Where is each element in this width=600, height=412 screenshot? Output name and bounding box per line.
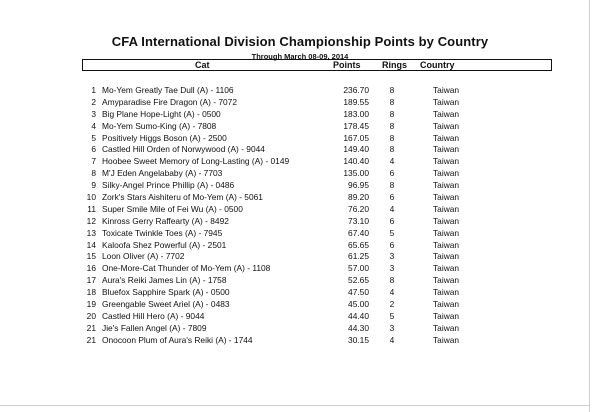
- rank-cell: 10: [86, 192, 96, 203]
- table-row: [0, 168, 600, 180]
- country-cell: Taiwan: [433, 215, 460, 226]
- country-cell: Taiwan: [433, 156, 460, 167]
- country-cell: Taiwan: [433, 85, 460, 95]
- rank-cell: 3: [91, 108, 96, 119]
- table-row: [0, 275, 600, 287]
- country-cell: Taiwan: [433, 287, 460, 298]
- table-row: [0, 156, 600, 168]
- points-cell: 61.25: [348, 251, 369, 262]
- page-title: CFA International Division Championship Points by Country: [111, 34, 489, 49]
- points-cell: 67.40: [348, 227, 369, 238]
- country-cell: Taiwan: [433, 108, 460, 119]
- table-row: [0, 192, 600, 204]
- rings-cell: 8: [389, 85, 395, 95]
- cat-name-cell: Greengable Sweet Ariel (A) - 0483: [102, 299, 230, 310]
- rings-cell: 8: [389, 180, 395, 191]
- table-row: [0, 204, 600, 216]
- table-row: [0, 323, 600, 335]
- rank-cell: 14: [86, 239, 96, 250]
- rings-cell: 8: [389, 144, 395, 155]
- table-row: [0, 311, 600, 323]
- rings-cell: 8: [389, 108, 395, 119]
- points-cell: 135.00: [343, 168, 369, 179]
- table-row: [0, 299, 600, 311]
- rings-cell: 2: [389, 299, 395, 310]
- rank-cell: 15: [86, 251, 96, 262]
- cat-name-cell: Hoobee Sweet Memory of Long-Lasting (A) - 0149: [102, 156, 290, 167]
- header-country: Country: [420, 60, 455, 70]
- header-rings: Rings: [382, 60, 408, 70]
- country-cell: Taiwan: [433, 322, 460, 333]
- country-cell: Taiwan: [433, 239, 460, 250]
- header-cat: Cat: [195, 60, 210, 70]
- points-cell: 178.45: [343, 120, 369, 131]
- country-cell: Taiwan: [433, 263, 460, 274]
- rings-cell: 6: [389, 168, 395, 179]
- country-cell: Taiwan: [433, 120, 460, 131]
- cat-name-cell: M'J Eden Angelababy (A) - 7703: [102, 168, 223, 179]
- country-cell: Taiwan: [433, 180, 460, 191]
- points-cell: 65.65: [348, 239, 369, 250]
- cat-name-cell: Amyparadise Fire Dragon (A) - 7072: [102, 96, 237, 107]
- rings-cell: 6: [389, 239, 395, 250]
- points-cell: 89.20: [348, 192, 369, 203]
- table-row: [0, 144, 600, 156]
- table-row: [0, 121, 600, 133]
- table-row: [0, 133, 600, 145]
- rank-cell: 21: [86, 334, 96, 345]
- cat-name-cell: Mo-Yem Greatly Tae Dull (A) - 1106: [102, 85, 234, 95]
- rings-cell: 5: [389, 227, 395, 238]
- rank-cell: 21: [86, 322, 96, 333]
- points-cell: 47.50: [348, 287, 369, 298]
- table-row: [0, 240, 600, 252]
- table-row: [0, 228, 600, 240]
- table-row: [0, 109, 600, 121]
- country-cell: Taiwan: [433, 227, 460, 238]
- rings-cell: 4: [389, 203, 395, 214]
- rings-cell: 8: [389, 132, 395, 143]
- cat-name-cell: Onocoon Plum of Aura's Reiki (A) - 1744: [102, 334, 253, 345]
- rings-cell: 6: [389, 192, 395, 203]
- cat-name-cell: Kinross Gerry Raffearty (A) - 8492: [102, 215, 229, 226]
- country-cell: Taiwan: [433, 96, 460, 107]
- rank-cell: 2: [91, 96, 96, 107]
- points-cell: 45.00: [348, 299, 369, 310]
- cat-name-cell: Big Plane Hope-Light (A) - 0500: [102, 108, 221, 119]
- cat-name-cell: Jie's Fallen Angel (A) - 7809: [102, 322, 207, 333]
- page-edge-bottom: [0, 405, 590, 406]
- cat-name-cell: Kaloofa Shez Powerful (A) - 2501: [102, 239, 227, 250]
- country-cell: Taiwan: [433, 144, 460, 155]
- cat-name-cell: Bluefox Sapphire Spark (A) - 0500: [102, 287, 230, 298]
- country-cell: Taiwan: [433, 132, 460, 143]
- country-cell: Taiwan: [433, 334, 460, 345]
- country-cell: Taiwan: [433, 251, 460, 262]
- cat-name-cell: One-More-Cat Thunder of Mo-Yem (A) - 1108: [102, 263, 271, 274]
- table-row: [0, 180, 600, 192]
- rings-cell: 4: [389, 287, 395, 298]
- rings-cell: 3: [389, 263, 395, 274]
- table-row: [0, 97, 600, 109]
- rings-cell: 8: [389, 96, 395, 107]
- cat-name-cell: Aura's Reiki James Lin (A) - 1758: [102, 275, 227, 286]
- rings-cell: 3: [389, 322, 395, 333]
- rank-cell: 19: [86, 299, 96, 310]
- points-cell: 76.20: [348, 203, 369, 214]
- rank-cell: 12: [86, 215, 96, 226]
- table-header: [82, 59, 552, 71]
- rank-cell: 20: [86, 310, 96, 321]
- points-cell: 52.65: [348, 275, 369, 286]
- country-cell: Taiwan: [433, 299, 460, 310]
- points-cell: 189.55: [343, 96, 369, 107]
- rank-cell: 11: [87, 203, 96, 214]
- table-row: [0, 287, 600, 299]
- points-cell: 30.15: [348, 334, 369, 345]
- rings-cell: 4: [389, 156, 395, 167]
- country-cell: Taiwan: [433, 192, 460, 203]
- points-cell: 96.95: [348, 180, 369, 191]
- cat-name-cell: Zork's Stars Aishiteru of Mo-Yem (A) - 5061: [102, 192, 263, 203]
- cat-name-cell: Mo-Yem Sumo-King (A) - 7808: [102, 120, 217, 131]
- points-cell: 57.00: [348, 263, 369, 274]
- rings-cell: 8: [389, 120, 395, 131]
- rank-cell: 4: [91, 120, 96, 131]
- rank-cell: 9: [91, 180, 96, 191]
- rank-cell: 17: [86, 275, 96, 286]
- cat-name-cell: Loon Oliver (A) - 7702: [102, 251, 185, 262]
- cat-name-cell: Super Smile Mile of Fei Wu (A) - 0500: [102, 203, 243, 214]
- rings-cell: 6: [389, 215, 395, 226]
- country-cell: Taiwan: [433, 275, 460, 286]
- points-cell: 44.30: [348, 322, 369, 333]
- country-cell: Taiwan: [433, 203, 460, 214]
- table-row: [0, 263, 600, 275]
- table-row: [0, 335, 600, 347]
- points-cell: 149.40: [343, 144, 369, 155]
- rank-cell: 5: [91, 132, 96, 143]
- cat-name-cell: Silky-Angel Prince Phillip (A) - 0486: [102, 180, 235, 191]
- rings-cell: 5: [389, 310, 395, 321]
- table-row: [0, 251, 600, 263]
- rings-cell: 3: [389, 251, 395, 262]
- table-row: [0, 216, 600, 228]
- points-cell: 167.05: [343, 132, 369, 143]
- rank-cell: 1: [91, 85, 96, 95]
- table-row: [0, 85, 600, 97]
- points-cell: 73.10: [348, 215, 369, 226]
- rank-cell: 13: [86, 227, 96, 238]
- points-cell: 44.40: [348, 310, 369, 321]
- points-cell: 236.70: [343, 85, 369, 95]
- rank-cell: 8: [91, 168, 96, 179]
- header-points: Points: [333, 60, 361, 70]
- cat-name-cell: Positively Higgs Boson (A) - 2500: [102, 132, 227, 143]
- cat-name-cell: Castled Hill Hero (A) - 9044: [102, 310, 205, 321]
- page-subtitle: Through March 08-09, 2014: [251, 52, 349, 61]
- country-cell: Taiwan: [433, 168, 460, 179]
- rank-cell: 6: [91, 144, 96, 155]
- points-cell: 140.40: [343, 156, 369, 167]
- rings-cell: 8: [389, 275, 395, 286]
- cat-name-cell: Toxicate Twinkle Toes (A) - 7945: [102, 227, 223, 238]
- cat-name-cell: Castled Hill Orden of Norwywood (A) - 9044: [102, 144, 265, 155]
- rings-cell: 4: [389, 334, 395, 345]
- rank-cell: 16: [86, 263, 96, 274]
- country-cell: Taiwan: [433, 310, 460, 321]
- rank-cell: 7: [91, 156, 96, 167]
- points-cell: 183.00: [343, 108, 369, 119]
- table-body: [0, 85, 600, 347]
- rank-cell: 18: [86, 287, 96, 298]
